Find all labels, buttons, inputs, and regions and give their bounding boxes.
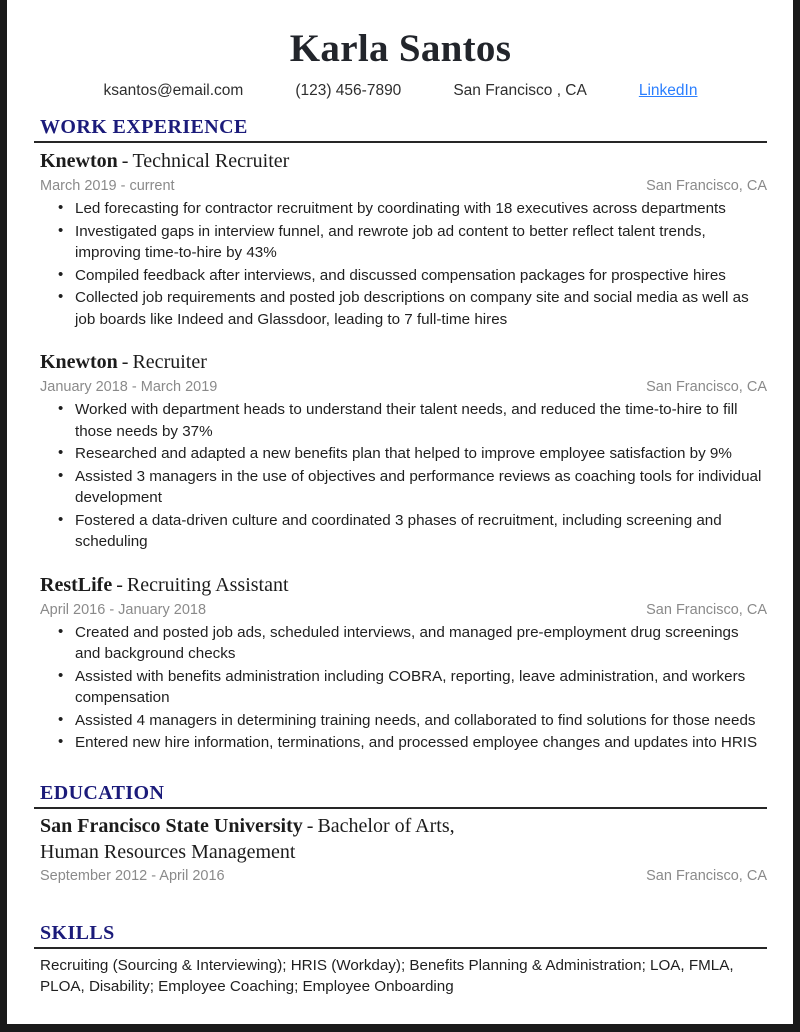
bullet-item: • Worked with department heads to understand their talent needs, and reduced the time-to-hire to fill those needs by 37%: [56, 399, 767, 442]
work-entry-bullets: [40, 198, 767, 330]
work-entry-meta: [40, 377, 767, 397]
work-entry-role: Recruiter: [132, 351, 207, 373]
section-divider: [34, 807, 767, 809]
work-entry-location: San Francisco, CA: [646, 178, 767, 194]
work-entry-dates: April 2016 - January 2018: [40, 601, 207, 618]
education-location: San Francisco, CA: [646, 867, 767, 884]
education-dates: September 2012 - April 2016: [40, 867, 225, 884]
education-entry: [34, 813, 767, 886]
work-entry-separator: -: [116, 573, 123, 596]
linkedin-link[interactable]: LinkedIn: [638, 82, 698, 99]
bullet-item: • Assisted 4 managers in determining training needs, and collaborated to find solutions for those needs: [56, 710, 767, 732]
work-entry-heading: [40, 147, 767, 175]
bullet-item: • Collected job requirements and posted job descriptions on company site and social media as well as job boards like Indeed and Glassdoor, leading to 7 full-time hires: [56, 287, 767, 330]
bullet-item: • Led forecasting for contractor recruitment by coordinating with 18 executives across departments: [56, 198, 767, 220]
bullet-item: • Compiled feedback after interviews, and discussed compensation packages for prospective hires: [56, 265, 767, 287]
section-education: [34, 782, 767, 886]
section-work-experience: [34, 116, 767, 754]
bullet-item: • Assisted 3 managers in the use of objectives and performance reviews as coaching tools for individual development: [56, 466, 767, 509]
work-entry-meta: [40, 176, 767, 196]
education-entry-meta: [40, 866, 767, 886]
contact-email[interactable]: ksantos@email.com: [103, 82, 244, 99]
bullet-item: • Assisted with benefits administration including COBRA, reporting, leave administration, and workers compensation: [56, 666, 767, 709]
work-entry-meta: [40, 600, 767, 620]
section-skills: [34, 922, 767, 998]
spacer: [34, 756, 767, 782]
work-entry-heading: [40, 571, 767, 599]
work-entry-role: Recruiting Assistant: [126, 573, 289, 596]
resume-content: [7, 0, 793, 1024]
contact-row: [34, 82, 767, 100]
work-entry-location: San Francisco, CA: [646, 379, 767, 395]
bullet-item: • Created and posted job ads, scheduled interviews, and managed pre-employment drug screenings and background checks: [56, 622, 767, 665]
bullet-item: • Fostered a data-driven culture and coordinated 3 phases of recruitment, including screening and scheduling: [56, 510, 767, 553]
spacer: [34, 332, 767, 344]
bullet-item: • Researched and adapted a new benefits plan that helped to improve employee satisfaction by 9%: [56, 443, 767, 465]
work-entry-bullets: [40, 622, 767, 754]
work-entry-separator: -: [121, 150, 129, 172]
education-degree: Bachelor of Arts,: [317, 814, 455, 837]
work-entry: [34, 571, 767, 754]
work-entry: [34, 147, 767, 330]
work-entry-organization: RestLife: [40, 573, 113, 596]
education-entry-heading: [40, 813, 767, 839]
resume-header: [34, 26, 767, 100]
section-divider: [34, 947, 767, 949]
section-title-education: EDUCATION: [40, 781, 165, 804]
work-entry-dates: March 2019 - current: [40, 178, 175, 194]
section-title-skills: SKILLS: [40, 921, 115, 944]
work-entry-bullets: [40, 399, 767, 553]
work-entry-dates: January 2018 - March 2019: [40, 379, 218, 395]
education-school: San Francisco State University: [40, 814, 303, 837]
work-entry-organization: Knewton: [40, 351, 118, 373]
section-divider: [34, 141, 767, 143]
work-entry-organization: Knewton: [40, 150, 118, 172]
education-major: Human Resources Management: [40, 840, 296, 863]
contact-location: San Francisco , CA: [453, 82, 587, 99]
work-entry-separator: -: [121, 351, 129, 373]
section-title-work-experience: WORK EXPERIENCE: [40, 116, 248, 138]
bullet-item: • Investigated gaps in interview funnel, and rewrote job ad content to better reflect talent trends, improving time-to-hire by 43%: [56, 221, 767, 264]
bullet-item: • Entered new hire information, terminations, and processed employee changes and updates into HRIS: [56, 732, 767, 754]
contact-phone[interactable]: (123) 456-7890: [295, 82, 402, 99]
skills-list: Recruiting (Sourcing & Interviewing); HRIS (Workday); Benefits Planning & Administration; LOA, FMLA, PLOA, Disability; Employee Coaching; Employee Onboarding: [40, 956, 734, 995]
spacer: [34, 888, 767, 922]
page-title: Karla Santos: [289, 27, 512, 70]
work-entry-heading: [40, 348, 767, 376]
work-entry-role: Technical Recruiter: [132, 150, 290, 172]
work-entry: [34, 348, 767, 553]
education-separator: -: [306, 814, 314, 837]
spacer: [34, 555, 767, 567]
work-entry-location: San Francisco, CA: [646, 601, 767, 618]
